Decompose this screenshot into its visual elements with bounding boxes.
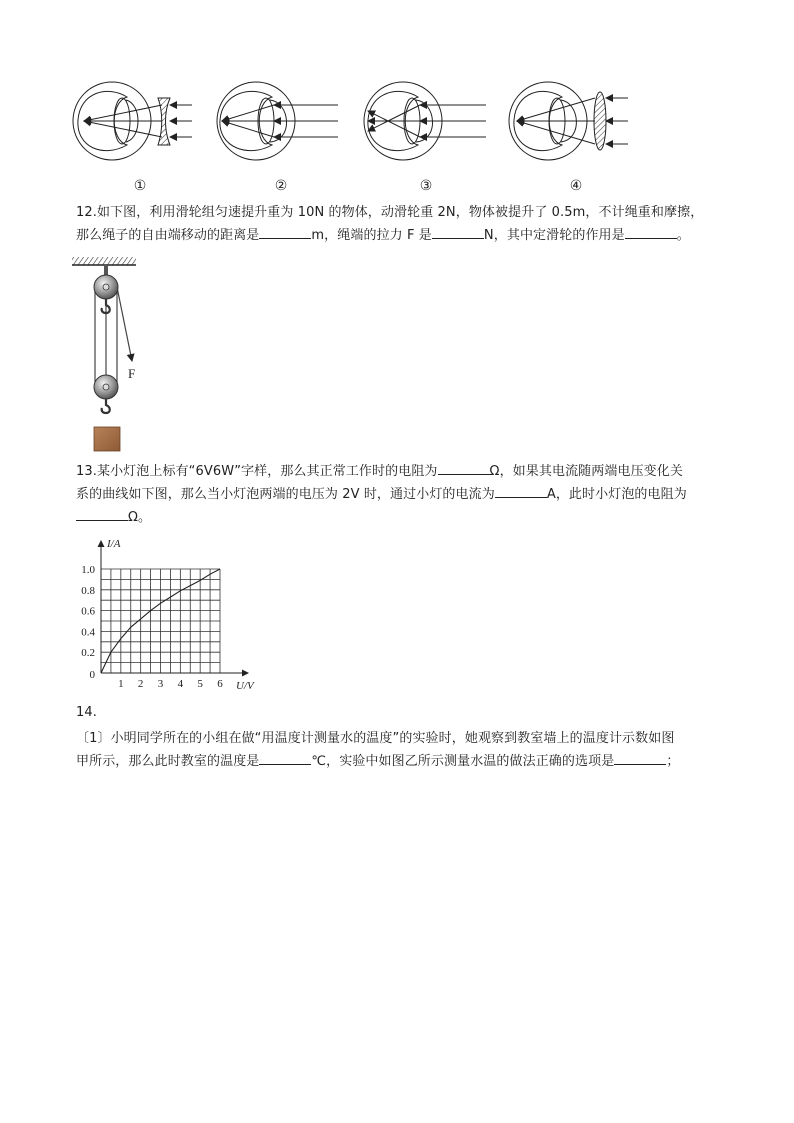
q13-line-1 bbox=[76, 460, 726, 483]
x-tick-label: 5 bbox=[197, 678, 203, 690]
q13-blank-resistance-2v[interactable] bbox=[76, 506, 128, 521]
pulley-diagram bbox=[70, 255, 160, 455]
q13-line-2 bbox=[76, 483, 726, 506]
q13-blank-resistance[interactable] bbox=[438, 460, 490, 475]
q14-line-1: 〔1〕小明同学所在的小组在做“用温度计测量水的温度”的实验时，她观察到教室墙上的温度计示数如图 bbox=[76, 731, 675, 746]
q12-blank-distance[interactable] bbox=[259, 224, 311, 239]
q12-text-b: m，绳端的拉力 F 是 bbox=[311, 228, 432, 243]
x-tick-label: 1 bbox=[118, 678, 124, 690]
q14-blank-temperature[interactable] bbox=[259, 750, 311, 765]
q12-blank-force[interactable] bbox=[432, 224, 484, 239]
q12-line-2 bbox=[76, 224, 726, 247]
y-axis-title: I/A bbox=[107, 538, 121, 550]
q14-blank-option[interactable] bbox=[614, 750, 666, 765]
origin-label: 0 bbox=[89, 669, 95, 681]
x-axis-title: U/V bbox=[236, 680, 254, 692]
question-14 bbox=[76, 702, 726, 773]
q14-text-b: ℃，实验中如图乙所示测量水温的做法正确的选项是 bbox=[311, 754, 615, 769]
eye-figure-label-2: ② bbox=[274, 178, 288, 194]
q14-text-a: 甲所示，那么此时教室的温度是 bbox=[76, 754, 260, 769]
x-tick-label: 3 bbox=[157, 678, 164, 690]
eye-figure-label-3: ③ bbox=[419, 178, 433, 194]
q12-text-a: 那么绳子的自由端移动的距离是 bbox=[76, 228, 260, 243]
question-12 bbox=[76, 202, 726, 247]
x-tick-label: 6 bbox=[217, 678, 223, 690]
question-13 bbox=[76, 460, 726, 529]
q12-text-d: 。 bbox=[676, 228, 690, 243]
eye-figure-1 bbox=[73, 82, 192, 160]
eye-figures bbox=[0, 0, 794, 200]
iu-chart-svg bbox=[70, 535, 270, 700]
q14-number: 14. bbox=[76, 705, 97, 720]
eye-figure-label-1: ① bbox=[133, 178, 147, 194]
q13-line-3 bbox=[76, 506, 726, 529]
eye-figure-3 bbox=[364, 82, 486, 160]
force-label: F bbox=[128, 366, 136, 381]
q13-text-a: 13.某小灯泡上标有“6V6W”字样，那么其正常工作时的电阻为 bbox=[76, 464, 438, 479]
q14-line-2 bbox=[76, 750, 726, 773]
y-tick-label: 0.8 bbox=[81, 584, 95, 597]
y-tick-label: 1.0 bbox=[81, 564, 95, 576]
y-tick-label: 0.2 bbox=[81, 647, 95, 660]
q12-blank-role[interactable] bbox=[625, 224, 677, 239]
y-tick-label: 0.6 bbox=[81, 605, 95, 618]
q13-text-b: Ω，如果其电流随两端电压变化关 bbox=[489, 464, 683, 479]
q13-blank-current[interactable] bbox=[495, 483, 547, 498]
q12-line-1: 12.如下图，利用滑轮组匀速提升重为 10N 的物体，动滑轮重 2N，物体被提升了 0.5m，不计绳重和摩擦， bbox=[76, 205, 704, 220]
x-tick-label: 4 bbox=[177, 678, 184, 690]
eye-figure-4 bbox=[509, 82, 628, 160]
y-tick-label: 0.4 bbox=[81, 626, 95, 639]
q13-text-e: Ω。 bbox=[128, 510, 152, 525]
eye-figure-label-4: ④ bbox=[569, 178, 583, 194]
eye-diagrams-svg bbox=[0, 0, 794, 200]
pulley-svg bbox=[70, 255, 160, 455]
q12-text-c: N，其中定滑轮的作用是 bbox=[483, 228, 625, 243]
q13-text-c: 系的曲线如下图，那么当小灯泡两端的电压为 2V 时，通过小灯的电流为 bbox=[76, 487, 495, 502]
q14-text-c: ； bbox=[666, 754, 680, 769]
eye-figure-2 bbox=[217, 82, 338, 160]
iu-chart bbox=[70, 535, 270, 700]
q13-text-d: A，此时小灯泡的电阻为 bbox=[546, 487, 687, 502]
x-tick-label: 2 bbox=[137, 678, 144, 690]
